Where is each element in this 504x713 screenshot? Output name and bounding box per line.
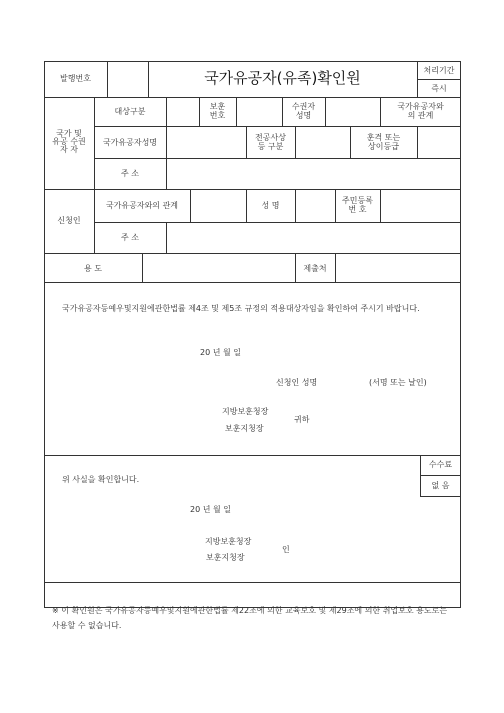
decoration-grade-label: 훈격 또는 상이등급 <box>366 133 401 151</box>
sign-hint: (서명 또는 날인) <box>369 378 427 387</box>
r2-col-e <box>417 126 418 158</box>
r1-col-c <box>236 97 237 126</box>
target-category-label: 대상구분 <box>114 107 146 116</box>
a1-col-c <box>295 189 296 222</box>
fee-bottom-line <box>420 496 461 497</box>
purpose-col-c <box>335 253 336 282</box>
relation-label: 국가유공자와 의 관계 <box>397 102 444 120</box>
office-line-2: 보훈지청장 <box>225 424 264 433</box>
beneficiary-name-label: 수권자 성명 <box>291 102 316 120</box>
fee-value: 없 음 <box>431 481 450 490</box>
patriot-section-label: 국가 및 유공 수권 자 자 <box>52 129 86 154</box>
fee-label: 수수료 <box>428 460 453 469</box>
applicant-address-label: 주 소 <box>121 233 139 242</box>
patriot-address-label: 주 소 <box>121 169 139 178</box>
fee-mid-line <box>420 475 461 476</box>
r1-col-a <box>166 97 167 126</box>
note-section-top <box>44 582 461 583</box>
applicant-section-divider <box>94 189 95 253</box>
outer-right-border <box>460 61 461 608</box>
a2-col-a <box>166 222 167 253</box>
confirm-text: 위 사실을 확인합니다. <box>62 475 140 484</box>
confirm-section-top <box>44 455 461 456</box>
protection-no-label: 보훈 번호 <box>209 102 226 120</box>
purpose-label: 용 도 <box>84 264 102 273</box>
r2-col-c <box>295 126 296 158</box>
submit-to-label: 제출처 <box>303 264 327 273</box>
patriot-section-bottom <box>44 189 461 190</box>
confirm-office-2: 보훈지청장 <box>206 553 245 562</box>
applicant-row1-bottom <box>94 222 461 223</box>
purpose-row-bottom <box>44 282 461 283</box>
office-line-1: 지방보훈청장 <box>222 407 269 416</box>
r1-col-e <box>325 97 326 126</box>
issue-no-label: 발행번호 <box>60 74 91 83</box>
request-text: 국가유공자등예우및지원에관한법률 제4조 및 제5조 규정의 적용대상자임을 확인하여 주시기 바랍니다. <box>62 304 420 313</box>
header-bottom-line <box>44 97 461 98</box>
a1-col-e <box>380 189 381 222</box>
request-date-line: 20 년 월 일 <box>200 348 241 357</box>
patriot-row2-bottom <box>94 158 461 159</box>
form-title: 국가유공자(유족)확인원 <box>204 69 361 87</box>
issue-no-divider <box>107 61 108 97</box>
applicant-relation-label: 국가유공자와의 관계 <box>105 201 179 210</box>
resident-no-label: 주민등록 번 호 <box>342 196 373 214</box>
note-text: ※ 이 확인원은 국가유공자등예우및지원에관한법률 제22조에 의한 교육보호 및 제29조에 의한 취업보호 용도로는 사용할 수 없습니다. <box>52 606 448 630</box>
patriot-row1-bottom <box>94 126 461 127</box>
applicant-name-label: 성 명 <box>261 201 280 210</box>
a1-col-a <box>190 189 191 222</box>
processing-mid-line <box>417 79 461 80</box>
purpose-col-a <box>142 253 143 282</box>
seal-label: 인 <box>282 545 290 554</box>
confirm-office-1: 지방보훈청장 <box>205 537 252 546</box>
war-category-label: 전공사상 등 구분 <box>255 133 286 151</box>
applicant-sign-label: 신청인 성명 <box>276 378 318 387</box>
addressee-suffix: 귀하 <box>294 415 310 424</box>
applicant-section-bottom <box>44 253 461 254</box>
r3-col-a <box>166 158 167 189</box>
processing-period-value: 즉시 <box>431 84 447 93</box>
r2-col-a <box>166 126 167 158</box>
applicant-label: 신청인 <box>57 216 81 225</box>
patriot-name-label: 국가유공자성명 <box>102 138 158 147</box>
confirm-date-line: 20 년 월 일 <box>190 505 231 514</box>
processing-period-label: 처리기간 <box>423 66 455 75</box>
